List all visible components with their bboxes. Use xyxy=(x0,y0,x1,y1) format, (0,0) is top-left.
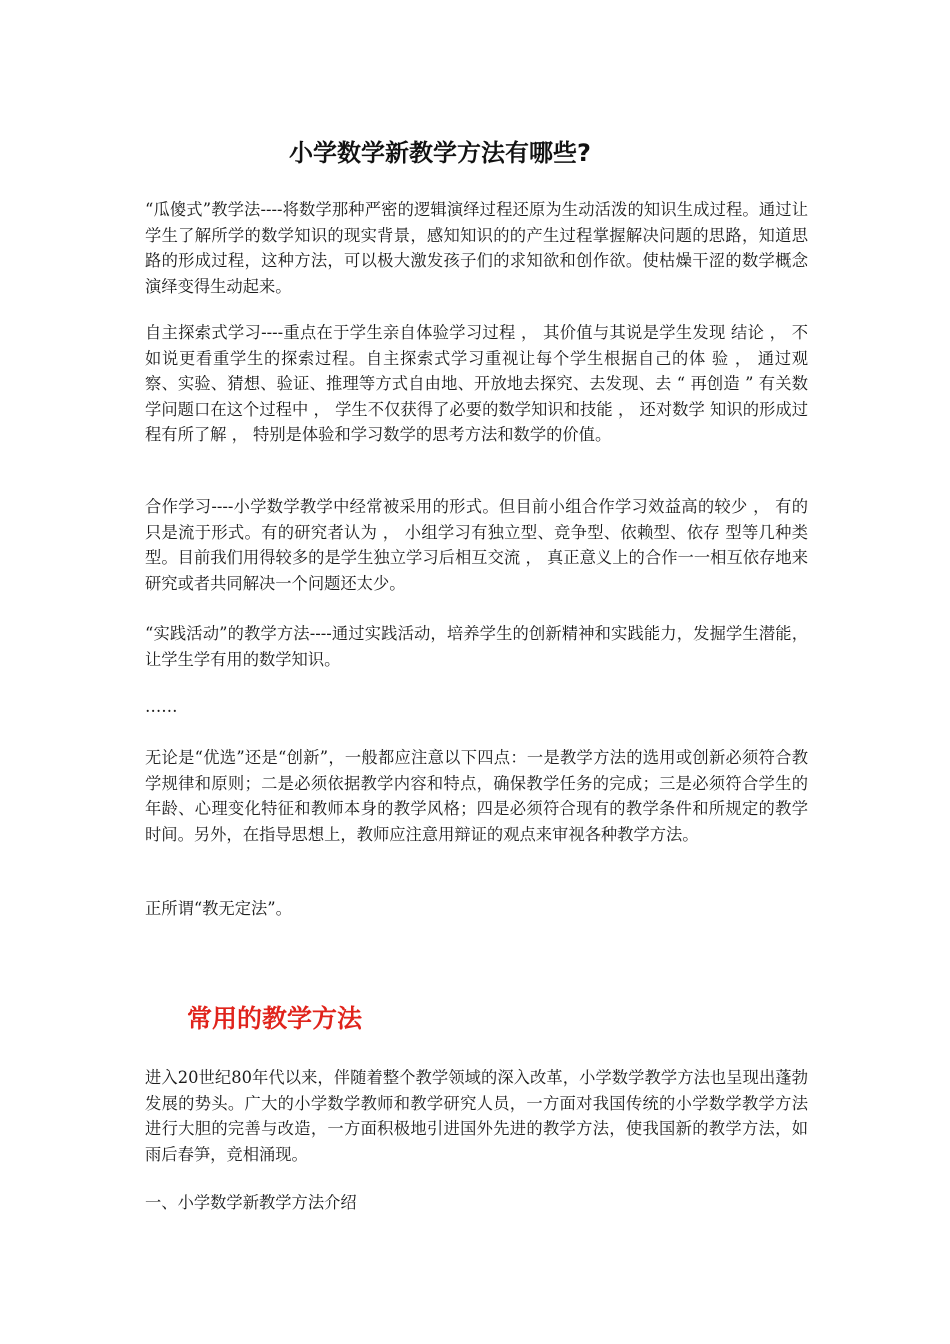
paragraph-no-fixed-method: 正所谓“教无定法”。 xyxy=(145,899,292,918)
paragraph-practice-activity: “实践活动”的教学方法----通过实践活动，培养学生的创新精神和实践能力，发掘学生潜能，让学生学有用的数学知识。 xyxy=(145,624,808,669)
section-heading: 常用的教学方法 xyxy=(187,1004,363,1033)
paragraph-four-points: 无论是“优选”还是“创新”，一般都应注意以下四点：一是教学方法的选用或创新必须符合教学规律和原则；二是必须依据教学内容和特点，确保教学任务的完成；三是必须符合学生的年龄、心理变化特征和教师本身的教学风格；四是必须符合现有的教学条件和所规定的教学时间。另外，在指导思想上，教师应注意用辩证的观点来审视各种教学方法。 xyxy=(145,748,808,844)
paragraph-self-exploration: 自主探索式学习----重点在于学生亲自体验学习过程 ， 其价值与其说是学生发现 结论 ， 不如说更看重学生的探索过程。自主探索式学习重视让每个学生根据自己的体 验 ， 通过观察、实验、猜想、验证、推理等方式自由地、开放地去探究、去发现、去 “ 再创造 ” 有关数学问题口在这个过程中 ， 学生不仅获得了必要的数学知识和技能 ， 还对数学 知识的形成过程有所了解 ， 特别是体验和学习数学的思考方法和数学的价值。 xyxy=(145,323,808,444)
document-title: 小学数学新教学方法有哪些? xyxy=(289,139,591,167)
paragraph-guasha-method: “瓜傻式”教学法----将数学那种严密的逻辑演绎过程还原为生动活泼的知识生成过程。通过让学生了解所学的数学知识的现实背景，感知知识的的产生过程掌握解决问题的思路，知道思路的形成过程，这种方法，可以极大激发孩子们的求知欲和创作欲。使枯燥干涩的数学概念演绎变得生动起来。 xyxy=(145,200,808,296)
paragraph-cooperative-learning: 合作学习----小学数学教学中经常被采用的形式。但目前小组合作学习效益高的较少 ， 有的只是流于形式。有的研究者认为 ， 小组学习有独立型、竞争型、依赖型、依存 型等几种类型。目前我们用得较多的是学生独立学习后相互交流 ， 真正意义上的合作一一相互依存地来研究或者共同解决一个问题还太少。 xyxy=(145,497,808,593)
paragraph-subsection-title: 一、小学数学新教学方法介绍 xyxy=(145,1193,357,1212)
paragraph-intro: 进入20世纪80年代以来，伴随着整个教学领域的深入改革，小学数学教学方法也呈现出蓬勃发展的势头。广大的小学数学教师和教学研究人员，一方面对我国传统的小学数学教学方法进行大胆的完善与改造，一方面积极地引进国外先进的教学方法，使我国新的教学方法，如雨后春笋，竞相涌现。 xyxy=(145,1068,808,1164)
paragraph-ellipsis: …… xyxy=(145,697,178,716)
